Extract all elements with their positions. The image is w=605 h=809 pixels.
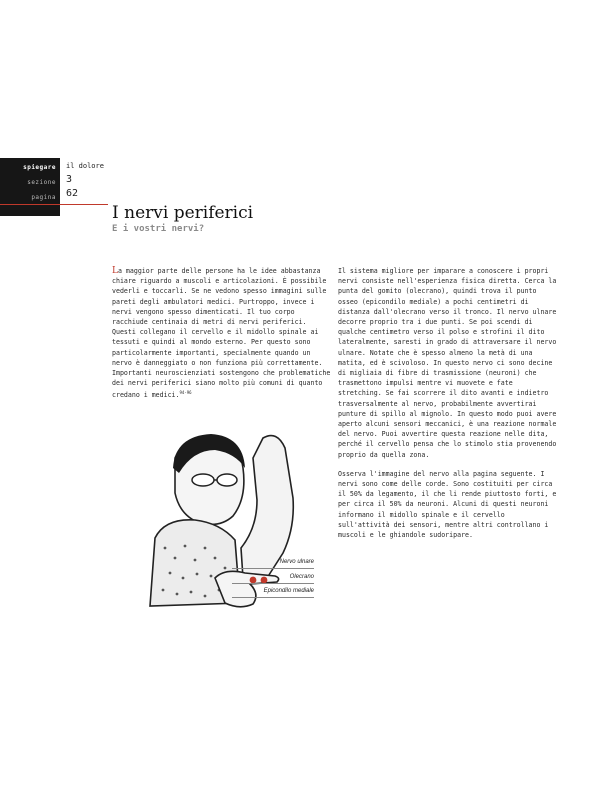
label-sezione: sezione xyxy=(27,179,56,186)
elbow-illustration xyxy=(145,428,320,613)
left-column xyxy=(112,266,332,410)
callout-epicondilo-mediale: Epicondilo mediale xyxy=(263,588,314,594)
paragraph-1: Il sistema migliore per imparare a conoscere i propri nervi consiste nell'esperienza fisica diretta. Cerca la punta del gomito (olecrano), quindi trova il punto osseo (epicondilo mediale) a pochi centimetri di distanza dall'olecrano verso il tronco. Il nervo ulnare decorre proprio tra i due punti. Se poi scendi di qualche centimetro verso il polso e strofini il dito lateralmente, saresti in grado di attraversare il nervo ulnare. Notate che è spesso almeno la metà di una matita, ed è scivoloso. In questo nervo ci sono decine di migliaia di fibre di trasmissione (neuroni) che trasmettono impulsi mentre vi muovete e fate stretching. Se fai scorrere il dito avanti e indietro trasversalmente al nervo, probabilmente avvertirai punture di spillo al mignolo. In questo modo puoi avere aperto alcuni sensori meccanici, è una reazione normale del nervo. Puoi avvertire questa reazione nelle dita, perché il cervello pensa che lo stimolo stia provenendo proprio da quella zona. xyxy=(338,267,557,459)
topic-value: il dolore xyxy=(66,162,104,170)
callout-line-nervo xyxy=(232,568,314,569)
paragraph-2: Osserva l'immagine del nervo alla pagina seguente. I nervi sono come delle corde. Sono costituiti per circa il 50% da legamento, il che li rende piuttosto forti, e per circa il 50% da neuroni. Alcuni di questi neuroni informano il midollo spinale e il cervello sull'attività dei sensori, mentre altri controllano i muscoli e le ghiandole sudoripare. xyxy=(338,469,557,540)
right-column xyxy=(338,266,560,549)
callout-olecrano: Olecrano xyxy=(289,574,314,580)
label-pagina: pagina xyxy=(31,194,56,201)
section-value: 3 xyxy=(66,174,73,185)
glasses-left-lens xyxy=(192,474,214,486)
label-spiegare: spiegare xyxy=(23,164,56,171)
section-marker xyxy=(0,158,60,216)
header-rule xyxy=(0,204,108,205)
drop-cap: L xyxy=(112,266,118,276)
intro-text: a maggior parte delle persone ha le idee abbastanza chiare riguardo a muscoli e articolazioni. È possibile vederli e toccarli. Se ne vedono spesso immagini sulle pareti degli ambulatori medici. Purtroppo, invece i nervi vengono spesso dimenticati. Il tuo corpo racchiude centinaia di metri di nervi periferici. Questi collegano il cervello e il midollo spinale ai tessuti e quindi al mondo esterno. Per questo sono particolarmente importanti, specialmente quando un nervo è danneggiato o non funziona più correttamente. Importanti neuroscienziati sostengono che problematiche dei nervi periferici siano molto più comuni di quanto credano i medici. xyxy=(112,267,331,400)
callout-line-epicondilo xyxy=(232,597,314,598)
callout-line-olecrano xyxy=(232,583,314,584)
citation: 94-96 xyxy=(179,390,192,396)
callout-nervo-ulnare: Nervo ulnare xyxy=(279,559,314,565)
intro-paragraph xyxy=(112,266,332,401)
glasses-right-lens xyxy=(217,474,237,486)
page-title: I nervi periferici xyxy=(112,203,254,223)
page-subtitle: E i vostri nervi? xyxy=(112,224,205,234)
page-number: 62 xyxy=(66,188,79,199)
